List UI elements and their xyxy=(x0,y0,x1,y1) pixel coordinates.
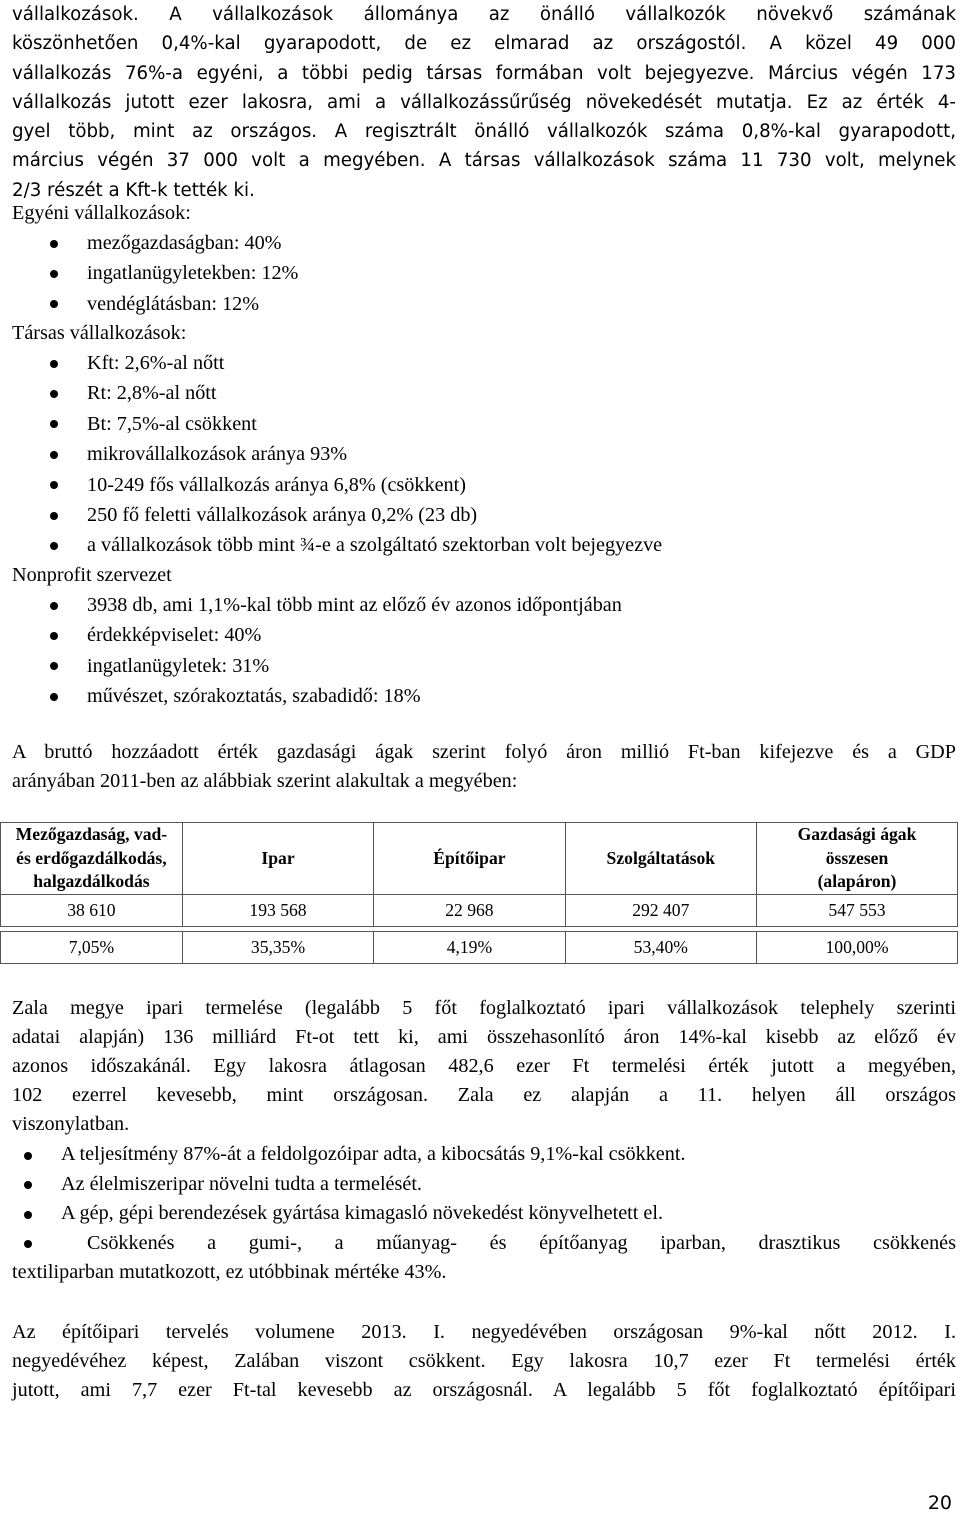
nonprofit-list xyxy=(12,590,956,712)
egyeni-heading: Egyéni vállalkozások: xyxy=(12,202,191,224)
intro-line xyxy=(12,59,956,88)
bullet-icon xyxy=(50,390,58,398)
bullet-icon xyxy=(24,1211,32,1219)
industry-line: Zala megye ipari termelése (legalább 5 főt foglalkoztató ipari vállalkozások telephely szerinti xyxy=(12,997,956,1019)
table-cell: 22 968 xyxy=(374,894,565,926)
list-item: ingatlanügyletek: 31% xyxy=(12,651,956,681)
bullet-icon xyxy=(50,481,58,489)
table-row xyxy=(1,931,958,963)
intro-line: március végén 37 000 volt a megyében. A társas vállalkozások száma 11 730 volt, melynek xyxy=(12,150,956,172)
table-cell: 100,00% xyxy=(757,931,958,963)
intro-line: vállalkozás jutott ezer lakosra, ami a vállalkozássűrűség növekedését mutatja. Ez az érték 4- xyxy=(12,91,956,113)
intro-line: 2/3 részét a Kft-k tették ki. xyxy=(12,179,255,201)
industry-line: viszonylatban. xyxy=(12,1113,130,1135)
egyeni-section xyxy=(12,198,956,319)
list-item: ingatlanügyletekben: 12% xyxy=(12,258,956,288)
list-item: 3938 db, ami 1,1%-kal több mint az előző év azonos időpontjában xyxy=(12,590,956,620)
list-item: mikrovállalkozások aránya 93% xyxy=(12,439,956,469)
table-cell: 4,19% xyxy=(374,931,565,963)
table-cell: 292 407 xyxy=(565,894,756,926)
list-item: 10-249 fős vállalkozás aránya 6,8% (csökkent) xyxy=(12,470,956,500)
list-item: A teljesítmény 87%-át a feldolgozóipar adta, a kibocsátás 9,1%-kal csökkent. xyxy=(0,1140,956,1170)
industry-line: adatai alapján) 136 milliárd Ft-ot tett ki, ami összehasonlító áron 14%-kal kisebb az előző év xyxy=(12,1026,956,1048)
table-header-row xyxy=(1,823,958,895)
bullet-icon xyxy=(50,300,58,308)
table-cell: 7,05% xyxy=(1,931,183,963)
construction-line: jutott, ami 7,7 ezer Ft-tal kevesebb az országosnál. A legalább 5 főt foglalkoztató építőipari xyxy=(12,1379,956,1401)
list-item: Rt: 2,8%-al nőtt xyxy=(12,378,956,408)
bullet-icon xyxy=(50,270,58,278)
table-header-services: Szolgáltatások xyxy=(565,823,756,895)
bullet-icon xyxy=(50,240,58,248)
list-item: mezőgazdaságban: 40% xyxy=(12,228,956,258)
industry-bullets xyxy=(12,1140,956,1287)
intro-line: vállalkozások. A vállalkozások állománya az önálló vállalkozók növekvő számának xyxy=(12,4,956,25)
bullet-icon xyxy=(50,451,58,459)
list-item: Bt: 7,5%-al csökkent xyxy=(12,409,956,439)
table-header-industry: Ipar xyxy=(182,823,373,895)
intro-line: gyel több, mint az országos. A regisztrált önálló vállalkozók száma 0,8%-kal gyarapodott, xyxy=(12,121,956,143)
table-cell: 35,35% xyxy=(182,931,373,963)
bullet-icon xyxy=(50,632,58,640)
gva-intro-line: arányában 2011-ben az alábbiak szerint alakultak a megyében: xyxy=(12,770,518,792)
table-header-total: Gazdasági ágak összesen (alapáron) xyxy=(757,823,958,895)
table-cell: 547 553 xyxy=(757,894,958,926)
intro-paragraph xyxy=(12,0,956,205)
table-cell: 53,40% xyxy=(565,931,756,963)
bullet-icon xyxy=(50,693,58,701)
industry-list xyxy=(0,1140,956,1229)
list-item: Az élelmiszeripar növelni tudta a termelését. xyxy=(0,1170,956,1200)
industry-paragraph xyxy=(12,994,956,1139)
bullet-icon xyxy=(50,360,58,368)
page-number: 20 xyxy=(927,1492,952,1514)
bullet-icon xyxy=(24,1152,32,1160)
bullet-icon xyxy=(50,662,58,670)
table-cell: 193 568 xyxy=(182,894,373,926)
bullet-icon xyxy=(50,512,58,520)
tarsas-section xyxy=(12,318,956,561)
construction-paragraph xyxy=(12,1318,956,1405)
table-header-agriculture: Mezőgazdaság, vad- és erdőgazdálkodás, halgazdálkodás xyxy=(1,823,183,895)
bullet-icon xyxy=(50,420,58,428)
intro-line-text: köszönhetően 0,4%-kal gyarapodott, de ez elmarad az országostól. A közel 49 000 xyxy=(12,33,956,55)
bullet-icon xyxy=(24,1240,32,1248)
egyeni-list xyxy=(12,228,956,319)
list-item: Csökkenés a gumi-, a műanyag- és építőanyag iparban, drasztikus csökkenés textiliparban mutatkozott, ez utóbbinak mértéke 43%. xyxy=(12,1231,956,1283)
nonprofit-heading: Nonprofit szervezet xyxy=(12,564,172,586)
construction-line: Az építőipari tervelés volumene 2013. I. negyedévében országosan 9%-kal nőtt 2012. I. xyxy=(12,1321,956,1343)
bullet-icon xyxy=(24,1181,32,1189)
nonprofit-section xyxy=(12,560,956,712)
table-cell: 38 610 xyxy=(1,894,183,926)
list-item: 250 fő feletti vállalkozások aránya 0,2% (23 db) xyxy=(12,500,956,530)
tarsas-heading: Társas vállalkozások: xyxy=(12,322,187,344)
intro-line xyxy=(12,29,956,58)
construction-line: negyedévéhez képest, Zalában viszont csökkent. Egy lakosra 10,7 ezer Ft termelési érték xyxy=(12,1350,956,1372)
list-item: vendéglátásban: 12% xyxy=(12,289,956,319)
bullet-icon xyxy=(50,542,58,550)
list-item: érdekképviselet: 40% xyxy=(12,620,956,650)
table-row xyxy=(1,894,958,926)
industry-line: 102 ezerrel kevesebb, mint országosan. Zala ez alapján a 11. helyen áll országos xyxy=(12,1084,956,1106)
bullet-icon xyxy=(50,602,58,610)
gva-intro-line: A bruttó hozzáadott érték gazdasági ágak szerint folyó áron millió Ft-ban kifejezve és a GDP xyxy=(12,741,956,763)
gva-table xyxy=(0,822,958,964)
list-item: művészet, szórakoztatás, szabadidő: 18% xyxy=(12,681,956,711)
list-item: Kft: 2,6%-al nőtt xyxy=(12,348,956,378)
industry-line: azonos időszakánál. Egy lakosra átlagosan 482,6 ezer Ft termelési érték jutott a megyében, xyxy=(12,1055,956,1077)
list-item: a vállalkozások több mint ¾-e a szolgáltató szektorban volt bejegyezve xyxy=(12,530,956,560)
tarsas-list xyxy=(12,348,956,561)
list-item: A gép, gépi berendezések gyártása kimagasló növekedést könyvelhetett el. xyxy=(0,1199,956,1229)
intro-line-text: vállalkozás 76%-a egyéni, a többi pedig társas formában volt bejegyezve. Március végén 173 xyxy=(12,62,956,84)
table-header-construction: Építőipar xyxy=(374,823,565,895)
gva-intro-paragraph xyxy=(12,738,956,796)
